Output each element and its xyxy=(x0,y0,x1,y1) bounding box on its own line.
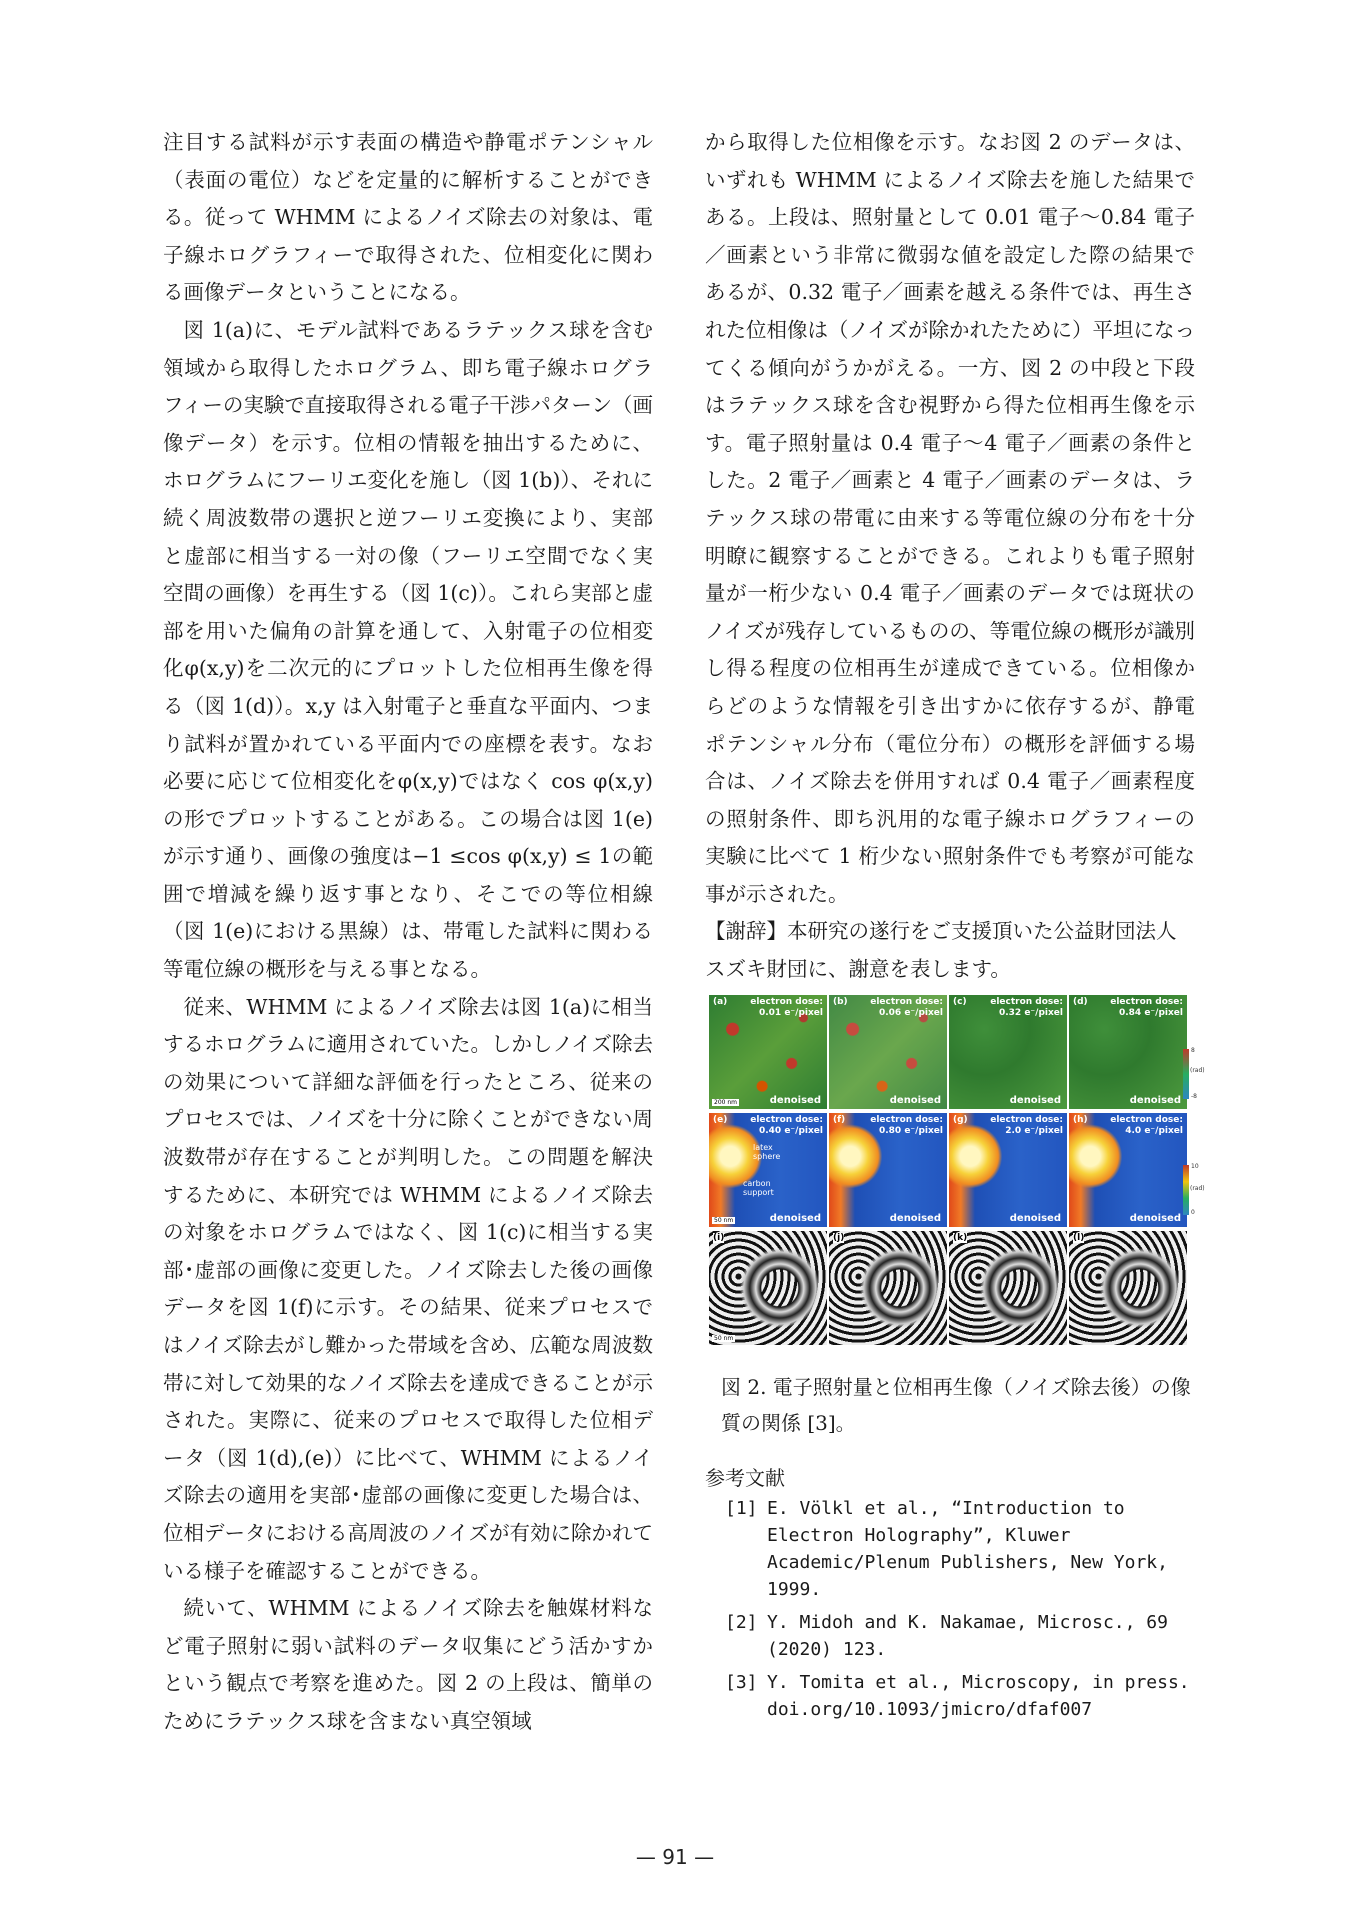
scale-bar-label: 50 nm xyxy=(714,1216,734,1224)
reference-item xyxy=(705,1495,1195,1603)
colorbar-row2-min: 0 xyxy=(1191,1208,1195,1216)
references-list xyxy=(705,1495,1195,1723)
panel-dose: electron dose: 4.0 e⁻/pixel xyxy=(1110,1114,1183,1136)
paragraph-fig2-intro: 続いて、WHMM によるノイズ除去を触媒材料など電子照射に弱い試料のデータ収集にどう活かすかという観点で考察を進めた。図 2 の上段は、簡単のためにラテックス球を含まない真空領域 xyxy=(163,1596,653,1733)
panel-dose: electron dose: 0.01 e⁻/pixel xyxy=(750,996,823,1018)
panel-label: (h) xyxy=(1073,1114,1088,1125)
figure-2-panel-e xyxy=(709,1113,827,1227)
page-number: — 91 — xyxy=(635,1845,715,1869)
panel-dose: electron dose: 0.40 e⁻/pixel xyxy=(750,1114,823,1136)
scale-bar-label: 50 nm xyxy=(714,1334,734,1342)
left-column xyxy=(163,124,653,1741)
figure-2-panel-g xyxy=(949,1113,1067,1227)
panel-label: (l) xyxy=(1073,1232,1085,1243)
colorbar-row1-min: -8 xyxy=(1191,1092,1197,1100)
paragraph-whmm-improvement: 従来、WHMM によるノイズ除去は図 1(a)に相当するホログラムに適用されていた。しかしノイズ除去の効果について詳細な評価を行ったところ、従来のプロセスでは、ノイズを十分に除くことができない周波数帯が存在することが判明した。この問題を解決するために、本研究では WHMM によるノイズ除去の対象をホログラムではなく、図 1(c)に相当する実部･虚部の画像に変更した。ノイズ除去した後の画像データを図 1(f)に示す。その結果、従来プロセスではノイズ除去がし難かった帯域を含め、広範な周波数帯に対して効果的なノイズ除去を達成できることが示された。実際に、従来のプロセスで取得した位相データ（図 1(d),(e)）に比べて、WHMM によるノイズ除去の適用を実部･虚部の画像に変更した場合は、位相データにおける高周波のノイズが有効に除かれている様子を確認することができる。 xyxy=(163,994,653,1583)
colorbar-row1-max: 8 xyxy=(1191,1046,1195,1054)
denoised-label: denoised xyxy=(769,1094,821,1106)
figure-2-panel-c xyxy=(949,995,1067,1109)
scale-bar-label: 200 nm xyxy=(714,1098,738,1106)
reference-number: [2] xyxy=(725,1611,758,1633)
reference-number: [1] xyxy=(725,1497,758,1519)
figure-2-panel-f xyxy=(829,1113,947,1227)
colorbar-row2-max: 10 xyxy=(1191,1162,1199,1170)
figure-2-panel-i xyxy=(709,1231,827,1345)
figure-2-panel-k xyxy=(949,1231,1067,1345)
panel-dose: electron dose: 0.06 e⁻/pixel xyxy=(870,996,943,1018)
panel-label: (e) xyxy=(713,1114,728,1125)
right-column xyxy=(705,124,1205,1729)
reference-number: [3] xyxy=(725,1671,758,1693)
reference-item xyxy=(705,1609,1195,1663)
panel-dose: electron dose: 0.32 e⁻/pixel xyxy=(990,996,1063,1018)
denoised-label: denoised xyxy=(1129,1212,1181,1224)
figure-2-panel-a xyxy=(709,995,827,1109)
panel-label: (k) xyxy=(953,1232,968,1243)
paragraph-intro-continued: 注目する試料が示す表面の構造や静電ポテンシャル（表面の電位）などを定量的に解析することができる。従って WHMM によるノイズ除去の対象は、電子線ホログラフィーで取得された、位相変化に関わる画像データということになる。 xyxy=(163,130,653,305)
denoised-label: denoised xyxy=(1129,1094,1181,1106)
colorbar-row1-unit: (rad) xyxy=(1190,1066,1205,1074)
reference-text: Y. Midoh and K. Nakamae, Microsc., 69 (2020) 123. xyxy=(767,1611,1168,1660)
colorbar-row2-unit: (rad) xyxy=(1190,1184,1205,1192)
figure-2-panel-h xyxy=(1069,1113,1187,1227)
figure-2 xyxy=(709,995,1205,1347)
denoised-label: denoised xyxy=(889,1094,941,1106)
figure-2-panel-b xyxy=(829,995,947,1109)
figure-2-panel-j xyxy=(829,1231,947,1345)
colorbar-row1 xyxy=(1183,1049,1189,1099)
references-heading: 参考文献 xyxy=(705,1465,785,1490)
panel-label: (d) xyxy=(1073,996,1088,1007)
panel-label: (a) xyxy=(713,996,728,1007)
denoised-label: denoised xyxy=(769,1212,821,1224)
carbon-support-annotation: carbon support xyxy=(743,1178,774,1197)
panel-label: (j) xyxy=(833,1232,845,1243)
acknowledgement: 【謝辞】本研究の遂行をご支援頂いた公益財団法人スズキ財団に、謝意を表します。 xyxy=(705,919,1177,982)
panel-label: (f) xyxy=(833,1114,846,1125)
panel-dose: electron dose: 0.84 e⁻/pixel xyxy=(1110,996,1183,1018)
reference-text: Y. Tomita et al., Microscopy, in press. doi.org/10.1093/jmicro/dfaf007 xyxy=(767,1671,1190,1720)
panel-dose: electron dose: 0.80 e⁻/pixel xyxy=(870,1114,943,1136)
figure-2-caption: 図 2. 電子照射量と位相再生像（ノイズ除去後）の像質の関係 [3]。 xyxy=(721,1374,1191,1435)
panel-label: (c) xyxy=(953,996,967,1007)
denoised-label: denoised xyxy=(889,1212,941,1224)
figure-2-panel-d xyxy=(1069,995,1187,1109)
panel-label: (i) xyxy=(713,1232,725,1243)
figure-2-panel-l xyxy=(1069,1231,1187,1345)
paragraph-fig1-description: 図 1(a)に、モデル試料であるラテックス球を含む領域から取得したホログラム、即ち電子線ホログラフィーの実験で直接取得される電子干渉パターン（画像データ）を示す。位相の情報を抽出するために、ホログラムにフーリエ変化を施し（図 1(b)）、それに続く周波数帯の選択と逆フーリエ変換により、実部と虚部に相当する一対の像（フーリエ空間でなく実空間の画像）を再生する（図 1(c)）。これら実部と虚部を用いた偏角の計算を通して、入射電子の位相変化φ(x,y)を二次元的にプロットした位相再生像を得る（図 1(d)）。x,y は入射電子と垂直な平面内、つまり試料が置かれている平面内での座標を表す。なお必要に応じて位相変化をφ(x,y)ではなく cos φ(x,y)の形でプロットすることがある。この場合は図 1(e)が示す通り、画像の強度は−1 ≤cos φ(x,y) ≤ 1の範囲で増減を繰り返す事となり、そこでの等位相線（図 1(e)における黒線）は、帯電した試料に関わる等電位線の概形を与える事となる。 xyxy=(163,317,653,982)
latex-sphere-annotation: latex sphere xyxy=(753,1142,781,1161)
paragraph-fig2-results: から取得した位相像を示す。なお図 2 のデータは、いずれも WHMM によるノイズ除去を施した結果である。上段は、照射量として 0.01 電子～0.84 電子／画素という非常に微弱な値を設定した際の結果であるが、0.32 電子／画素を越える条件では、再生された位相像は（ノイズが除かれたために）平坦になってくる傾向がうかがえる。一方、図 2 の中段と下段はラテックス球を含む視野から得た位相再生像を示す。電子照射量は 0.4 電子～4 電子／画素の条件とした。2 電子／画素と 4 電子／画素のデータは、ラテックス球の帯電に由来する等電位線の分布を十分明瞭に観察することができる。これよりも電子照射量が一桁少ない 0.4 電子／画素のデータでは斑状のノイズが残存しているものの、等電位線の概形が識別し得る程度の位相再生が達成できている。位相像からどのような情報を引き出すかに依存するが、静電ポテンシャル分布（電位分布）の概形を評価する場合は、ノイズ除去を併用すれば 0.4 電子／画素程度の照射条件、即ち汎用的な電子線ホログラフィーの実験に比べて 1 桁少ない照射条件でも考察が可能な事が示された。 xyxy=(705,130,1195,906)
panel-label: (b) xyxy=(833,996,848,1007)
colorbar-row2 xyxy=(1183,1165,1189,1215)
reference-text: E. Völkl et al., “Introduction to Electron Holography”, Kluwer Academic/Plenum Publishers, New York, 1999. xyxy=(767,1497,1168,1600)
panel-dose: electron dose: 2.0 e⁻/pixel xyxy=(990,1114,1063,1136)
denoised-label: denoised xyxy=(1009,1212,1061,1224)
reference-item xyxy=(705,1669,1195,1723)
denoised-label: denoised xyxy=(1009,1094,1061,1106)
panel-label: (g) xyxy=(953,1114,968,1125)
